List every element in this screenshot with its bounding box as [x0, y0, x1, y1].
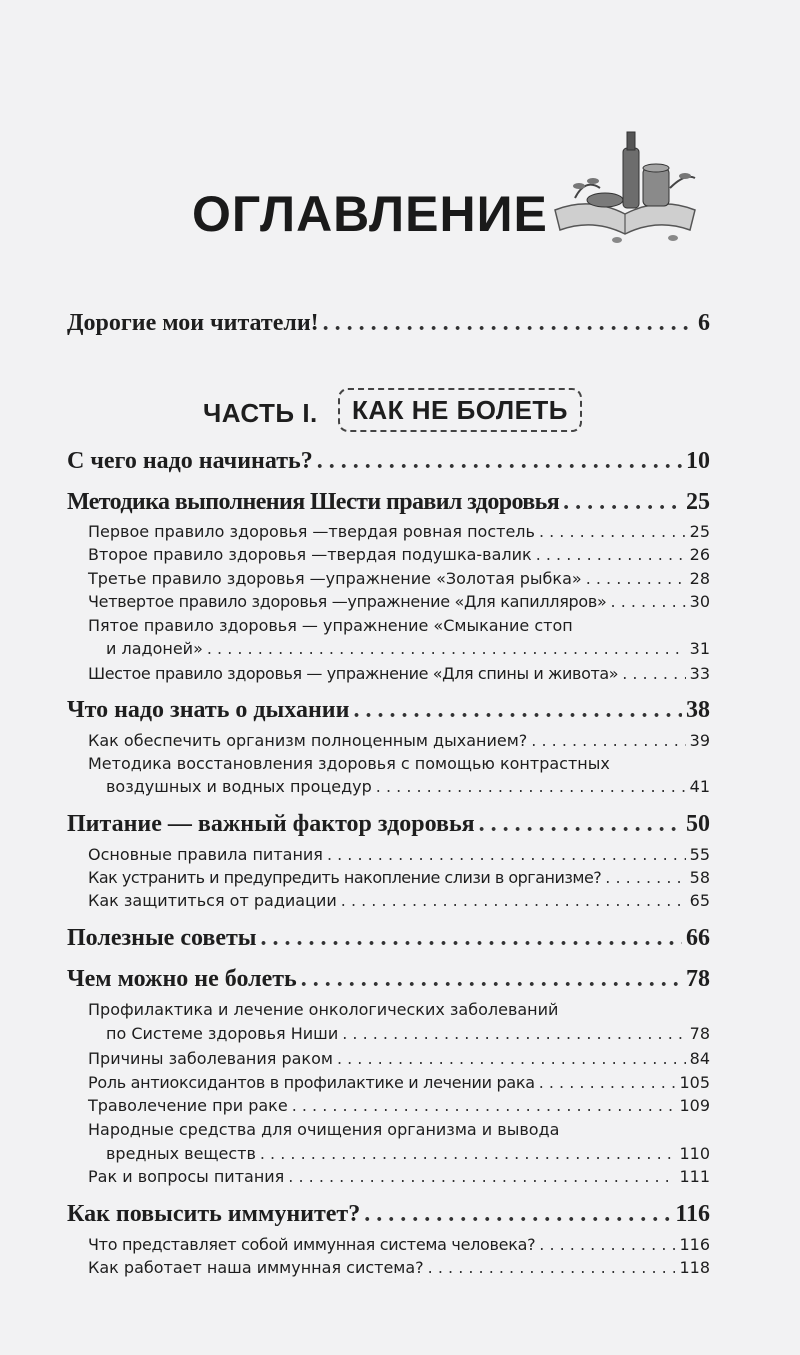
toc-entry[interactable] — [67, 966, 710, 993]
toc-subentry-line1[interactable]: Профилактика и лечение онкологических заболеваний — [88, 1000, 559, 1019]
toc-subentry[interactable] — [88, 1167, 710, 1186]
toc-entry-title: Рак и вопросы питания — [88, 1167, 285, 1186]
leader-dots — [611, 592, 686, 611]
toc-entry-title: Как устранить и предупредить накопление слизи в организме? — [88, 868, 602, 887]
toc-entry-title: С чего надо начинать? — [67, 448, 313, 474]
toc-entry-page: 78 — [686, 966, 710, 992]
leader-dots — [539, 1073, 676, 1092]
toc-subentry-line1[interactable]: Пятое правило здоровья — упражнение «Смыкание стоп — [88, 616, 573, 635]
toc-entry-title: Основные правила питания — [88, 845, 323, 864]
toc-subentry[interactable] — [106, 1024, 710, 1043]
toc-entry-page: 118 — [679, 1258, 710, 1277]
toc-entry-title: Как работает наша иммунная система? — [88, 1258, 424, 1277]
toc-subentry[interactable] — [88, 1096, 710, 1115]
leader-dots — [428, 1258, 676, 1277]
toc-entry-title: и ладоней» — [106, 639, 203, 658]
leader-dots — [207, 639, 686, 658]
toc-entry-page: 31 — [689, 639, 710, 658]
toc-subentry[interactable] — [88, 731, 710, 750]
toc-subentry[interactable] — [88, 845, 710, 864]
toc-entry-title: Методика выполнения Шести правил здоровья — [67, 489, 560, 515]
toc-entry-title: Шестое правило здоровья — упражнение «Для спины и живота» — [88, 664, 619, 683]
toc-entry[interactable] — [67, 448, 710, 475]
toc-entry-page: 25 — [689, 522, 710, 541]
toc-subentry[interactable] — [106, 639, 710, 658]
toc-entry-title: Четвертое правило здоровья —упражнение «Для капилляров» — [88, 592, 607, 611]
leader-dots — [479, 811, 682, 838]
toc-entry-page: 25 — [686, 489, 710, 515]
toc-entry-page: 33 — [689, 664, 710, 683]
leader-dots — [364, 1201, 671, 1228]
toc-entry-title: Что надо знать о дыхании — [67, 697, 350, 723]
toc-entry-title: вредных веществ — [106, 1144, 256, 1163]
toc-entry-title: Второе правило здоровья —твердая подушка-валик — [88, 545, 532, 564]
toc-entry-page: 116 — [679, 1235, 710, 1254]
leader-dots — [536, 545, 686, 564]
toc-entry-page: 65 — [689, 891, 710, 910]
toc-subentry[interactable] — [88, 545, 710, 564]
leader-dots — [563, 489, 682, 516]
toc-entry-title: Дорогие мои читатели! — [67, 310, 319, 336]
toc-subentry[interactable] — [88, 522, 710, 541]
toc-entry-page: 78 — [689, 1024, 710, 1043]
toc-subentry[interactable] — [88, 569, 710, 588]
toc-entry-title: Первое правило здоровья —твердая ровная постель — [88, 522, 535, 541]
toc-entry-page: 109 — [679, 1096, 710, 1115]
toc-subentry[interactable] — [88, 1049, 710, 1068]
toc-entry-page: 84 — [689, 1049, 710, 1068]
leader-dots — [341, 891, 686, 910]
toc-subentry-line1[interactable]: Народные средства для очищения организма и вывода — [88, 1120, 560, 1139]
leader-dots — [539, 522, 686, 541]
toc-entry-page: 116 — [675, 1201, 710, 1227]
leader-dots — [337, 1049, 686, 1068]
toc-subentry[interactable] — [88, 891, 710, 910]
toc-entry-title: Причины заболевания раком — [88, 1049, 333, 1068]
toc-entry-intro[interactable] — [67, 310, 710, 337]
toc-subentry[interactable] — [88, 1073, 710, 1092]
toc-entry-page: 55 — [689, 845, 710, 864]
toc-subentry[interactable] — [106, 1144, 710, 1163]
toc-entry-title: Траволечение при раке — [88, 1096, 288, 1115]
toc-entry-page: 30 — [689, 592, 710, 611]
toc-entry-page: 6 — [698, 310, 710, 336]
toc-entry-page: 111 — [679, 1167, 710, 1186]
leader-dots — [586, 569, 686, 588]
leader-dots — [261, 925, 682, 952]
toc-subentry[interactable] — [88, 868, 710, 887]
leader-dots — [622, 664, 685, 683]
toc-entry-title: Питание — важный фактор здоровья — [67, 811, 475, 837]
leader-dots — [376, 777, 686, 796]
toc-entry-title: Что представляет собой иммунная система человека? — [88, 1235, 536, 1254]
toc-subentry[interactable] — [88, 664, 710, 683]
toc-entry-page: 41 — [689, 777, 710, 796]
toc-entry[interactable] — [67, 697, 710, 724]
book-illustration-icon — [545, 118, 705, 253]
toc-entry[interactable] — [67, 489, 710, 516]
leader-dots — [288, 1167, 675, 1186]
leader-dots — [539, 1235, 675, 1254]
toc-entry[interactable] — [67, 925, 710, 952]
toc-entry-page: 110 — [679, 1144, 710, 1163]
toc-entry-page: 58 — [689, 868, 710, 887]
toc-entry-title: Как защититься от радиации — [88, 891, 337, 910]
toc-entry-title: воздушных и водных процедур — [106, 777, 372, 796]
toc-entry-title: Как повысить иммунитет? — [67, 1201, 361, 1227]
toc-entry-title: по Системе здоровья Ниши — [106, 1024, 339, 1043]
toc-entry-page: 28 — [689, 569, 710, 588]
toc-entry-page: 66 — [686, 925, 710, 951]
part-label: ЧАСТЬ I. — [203, 398, 318, 428]
toc-entry-title: Роль антиоксидантов в профилактике и лечении рака — [88, 1073, 535, 1092]
toc-entry-page: 50 — [686, 811, 710, 837]
toc-subentry[interactable] — [88, 1235, 710, 1254]
toc-subentry[interactable] — [88, 592, 710, 611]
toc-entry-page: 10 — [686, 448, 710, 474]
toc-entry[interactable] — [67, 811, 710, 838]
leader-dots — [260, 1144, 676, 1163]
toc-entry[interactable] — [67, 1201, 710, 1228]
leader-dots — [327, 845, 686, 864]
leader-dots — [531, 731, 685, 750]
toc-entry-page: 105 — [679, 1073, 710, 1092]
leader-dots — [605, 868, 685, 887]
leader-dots — [323, 310, 694, 337]
toc-entry-page: 39 — [689, 731, 710, 750]
leader-dots — [292, 1096, 676, 1115]
toc-entry-page: 38 — [686, 697, 710, 723]
leader-dots — [342, 1024, 685, 1043]
toc-entry-title: Чем можно не болеть — [67, 966, 297, 992]
page-title: ОГЛАВЛЕНИЕ — [192, 186, 548, 242]
toc-entry-page: 26 — [689, 545, 710, 564]
toc-subentry[interactable] — [88, 1258, 710, 1277]
leader-dots — [317, 448, 682, 475]
toc-subentry-line1[interactable]: Методика восстановления здоровья с помощью контрастных — [88, 754, 610, 773]
part-title-box: КАК НЕ БОЛЕТЬ — [338, 388, 582, 432]
toc-entry-title: Третье правило здоровья —упражнение «Золотая рыбка» — [88, 569, 582, 588]
toc-entry-title: Как обеспечить организм полноценным дыханием? — [88, 731, 528, 750]
toc-entry-title: Полезные советы — [67, 925, 257, 951]
leader-dots — [301, 966, 682, 993]
leader-dots — [353, 697, 682, 724]
toc-subentry[interactable] — [106, 777, 710, 796]
